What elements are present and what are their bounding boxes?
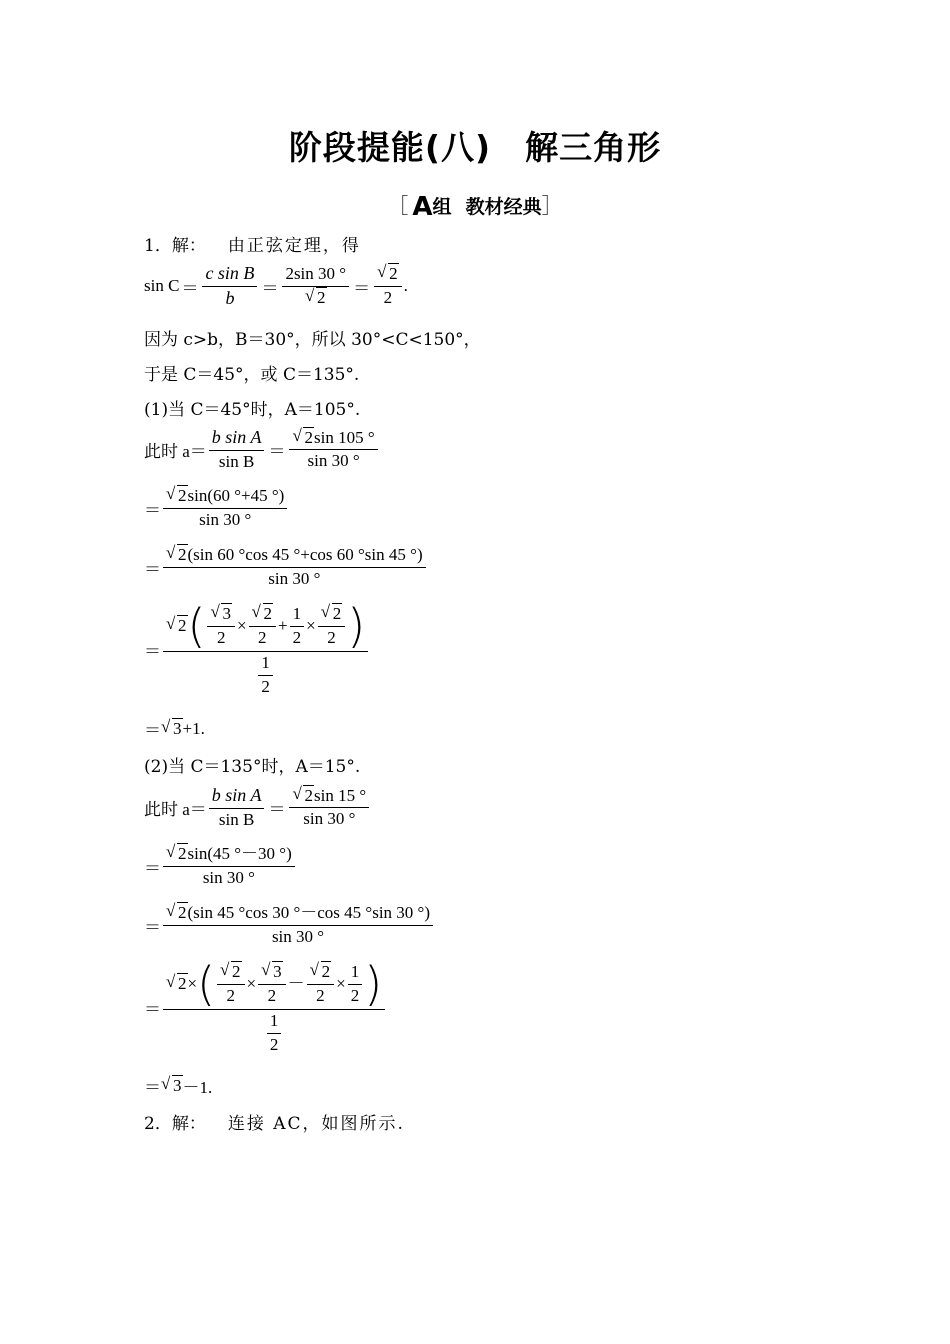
equation-step: ＝ √ $\frac{2(\sin 45 ^\circ\cos 30 ^\circ-\cos 45 ^\circ\sin 30 ^\circ)}{\sin 30 ^\circ}$ bbox=[144, 904, 435, 946]
equation-a-case1: 此时 a＝ $\frac{\text{b sin A}}{\text{sin B}}$ ＝ √ $\frac{2\sin 105 ^\circ}{\sin 30 ^\circ}$ bbox=[144, 428, 380, 471]
fraction: √ $\frac{2\sin(60 ^\circ+45 ^\circ)}{\sin 30 ^\circ}$ bbox=[163, 487, 287, 529]
equation-sinC: sin C ＝ $\frac{\text{c sin B}}{b}$ ＝ 2sin 30 ° √ 2 ＝ √ $\frac{2}{2}$ . bbox=[144, 264, 408, 309]
fraction: √ 2 ( √ $\frac{3}{2}$ × √ $\frac{2}{2}$ + $\frac{1}{2}$ × √ $\frac{2}{2}$ ) $\frac{1}{2}$ bbox=[163, 603, 368, 696]
group-zu: 组 bbox=[432, 196, 452, 218]
solution-2-header bbox=[144, 1109, 405, 1134]
equation-step-nested: ＝ √ 2 ( √ $\frac{3}{2}$ × √ $\frac{2}{2}$ + $\frac{1}{2}$ × √ $\frac{2}{2}$ ) $\frac{1}{2}$ bbox=[144, 603, 370, 696]
solution-1-header bbox=[144, 231, 361, 256]
section-heading bbox=[0, 190, 950, 222]
equation-a-case2: 此时 a＝ $\frac{\text{b sin A}}{\text{sin B}}$ ＝ √ $\frac{2\sin 15 ^\circ}{\sin 30 ^\circ}$ bbox=[144, 786, 371, 829]
fraction: 2sin 30 ° √ 2 bbox=[282, 265, 349, 307]
equation-step: ＝ √ $\frac{2\sin(60 ^\circ+45 ^\circ)}{\sin 30 ^\circ}$ bbox=[144, 487, 289, 529]
equation-step: ＝ √ $\frac{2\sin(45 ^\circ-30 ^\circ)}{\sin 30 ^\circ}$ bbox=[144, 845, 297, 887]
eq-lhs: sin C bbox=[144, 276, 180, 296]
title-main: 阶段提能(八) bbox=[288, 128, 492, 167]
fraction: √ $\frac{2\sin 15 ^\circ}{\sin 30 ^\circ}$ bbox=[289, 787, 369, 829]
fraction: $\frac{\text{b sin A}}{\text{sin B}}$ bbox=[209, 428, 265, 471]
equation-step: ＝ √ $\frac{2(\sin 60 ^\circ\cos 45 ^\circ+\cos 60 ^\circ\sin 45 ^\circ)}{\sin 30 ^\circ}$ bbox=[144, 546, 428, 588]
equation-step-nested: ＝ √ 2 × ( √ $\frac{2}{2}$ × √ $\frac{3}{2}$ － √ $\frac{2}{2}$ × $\frac{1}{2}$ ) $\frac{1}{2}$ bbox=[144, 961, 387, 1054]
text-line: (2)当 C＝135°时，A＝15°. bbox=[144, 757, 361, 777]
text-line: (1)当 C＝45°时，A＝105°. bbox=[144, 400, 361, 420]
fraction: √ $\frac{2(\sin 60 ^\circ\cos 45 ^\circ+\cos 60 ^\circ\sin 45 ^\circ)}{\sin 30 ^\circ}$ bbox=[163, 546, 426, 588]
fraction: √ $\frac{2\sin 105 ^\circ}{\sin 30 ^\circ}$ bbox=[289, 429, 377, 471]
solution-label: 2．解： bbox=[144, 1114, 206, 1134]
result-case2: ＝ √ 3 －1. bbox=[144, 1073, 212, 1098]
text-line: 因为 c>b，B＝30°，所以 30°<C<150°， bbox=[144, 330, 481, 350]
fraction: √ $\frac{2\sin(45 ^\circ-30 ^\circ)}{\sin 30 ^\circ}$ bbox=[163, 845, 295, 887]
title-sub: 解三角形 bbox=[525, 128, 662, 167]
fraction: √ $\frac{2}{2}$ bbox=[374, 265, 402, 307]
group-letter: A bbox=[412, 192, 433, 222]
result-case1: ＝ √ 3 +1. bbox=[144, 716, 205, 741]
fraction: √ $\frac{2(\sin 45 ^\circ\cos 30 ^\circ-\cos 45 ^\circ\sin 30 ^\circ)}{\sin 30 ^\circ}$ bbox=[163, 904, 433, 946]
fraction: √ 2 × ( √ $\frac{2}{2}$ × √ $\frac{3}{2}$ － √ $\frac{2}{2}$ × $\frac{1}{2}$ ) $\frac{1}{2}$ bbox=[163, 961, 385, 1054]
fraction: $\frac{\text{b sin A}}{\text{sin B}}$ bbox=[209, 786, 265, 829]
page-title bbox=[0, 122, 950, 169]
text-line: 于是 C＝45°，或 C＝135°. bbox=[144, 365, 360, 385]
bracket-open: ［ bbox=[387, 194, 409, 218]
solution-text: 连接 AC，如图所示. bbox=[227, 1114, 405, 1134]
group-name: 教材经典 bbox=[465, 196, 542, 218]
solution-text: 由正弦定理，得 bbox=[227, 236, 361, 256]
bracket-close: ］ bbox=[541, 194, 563, 218]
solution-label: 1．解： bbox=[144, 236, 206, 256]
fraction: $\frac{\text{c sin B}}{b}$ bbox=[202, 264, 257, 309]
